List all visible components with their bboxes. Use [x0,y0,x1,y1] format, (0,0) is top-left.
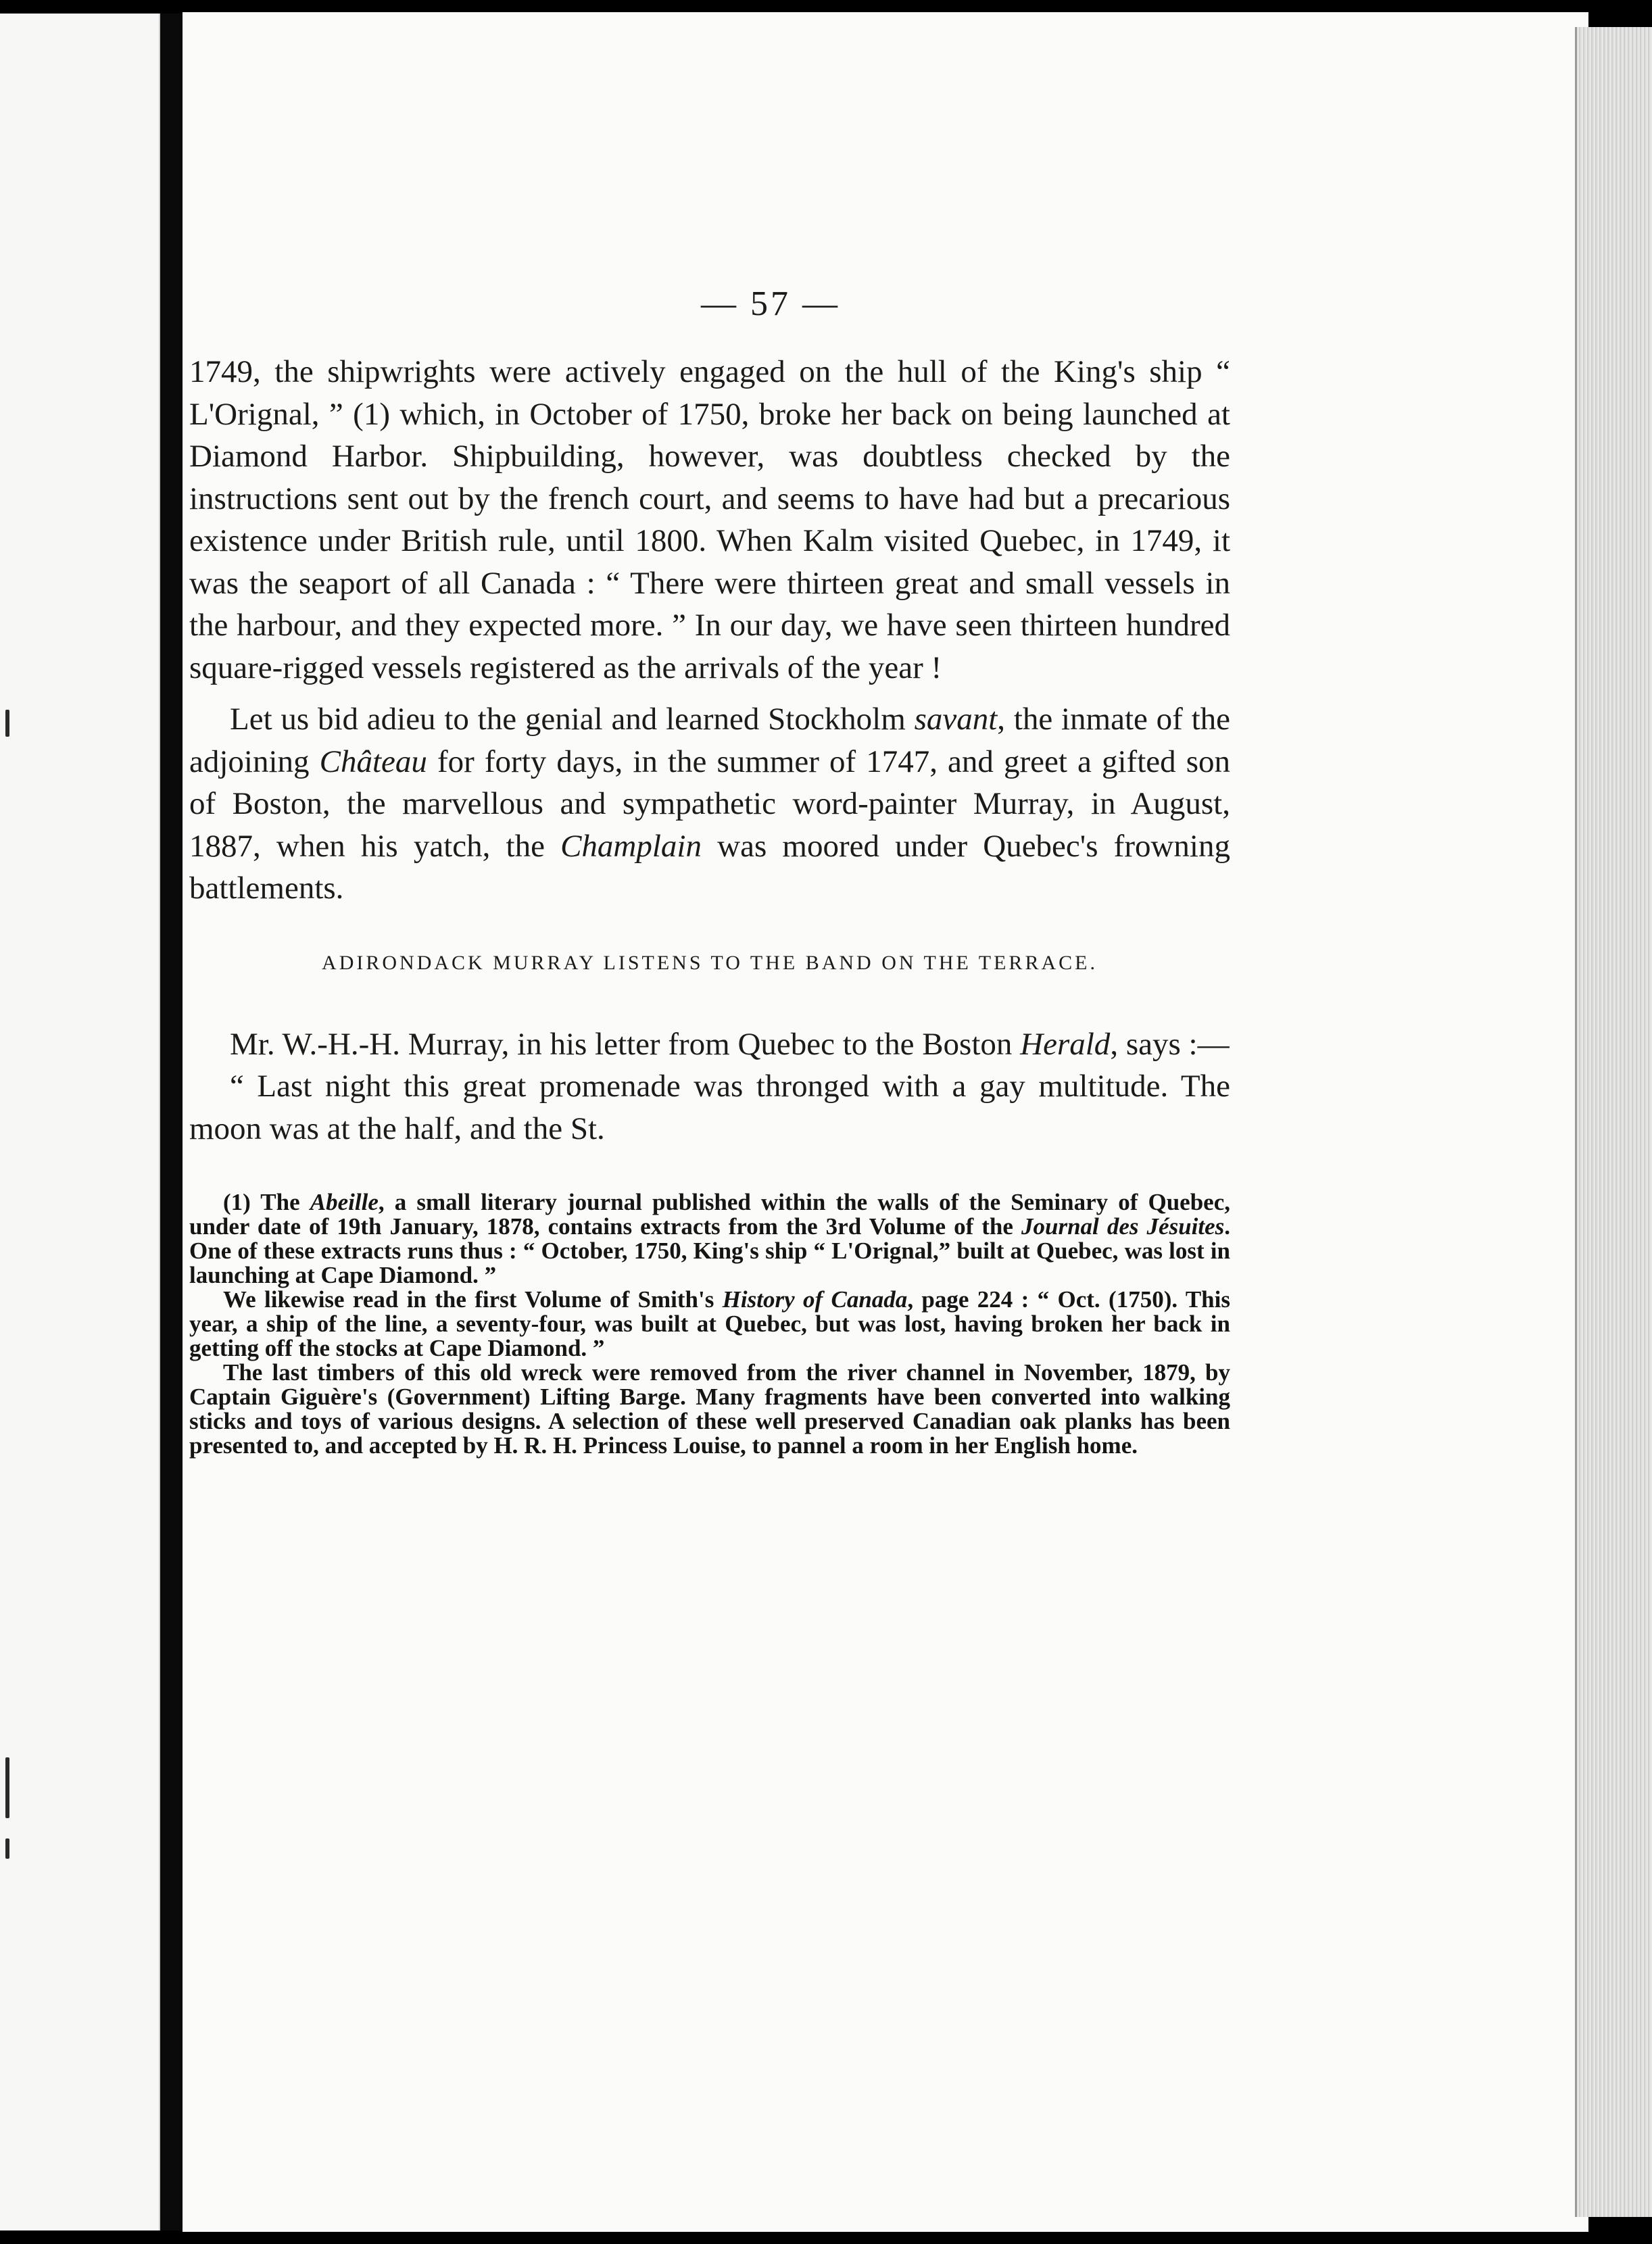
footnote: We likewise read in the first Volume of Smith's History of Canada, page 224 : “ Oct. (1750). This year, a ship of the line, a seventy-four, was built at Quebec, but was lost, having broken her back in getting off the stocks at Cape Diamond. ” [189,1286,1230,1361]
margin-mark [5,1757,9,1818]
book-gutter [160,14,182,2230]
page-number: — 57 — [701,285,840,323]
section-heading: ADIRONDACK MURRAY LISTENS TO THE BAND ON THE TERRACE. [322,951,1098,974]
paragraph: “ Last night this great promenade was thronged with a gay multitude. The moon was at the half, and the St. [189,1069,1230,1146]
page-content [189,284,1230,1458]
paragraph: 1749, the shipwrights were actively engaged on the hull of the King's ship “ L'Orignal, ” (1) which, in October of 1750, broke her back on being launched at Diamond Harbor. Shipbuilding, however, was doubtless checked by the instructions sent out by the french court, and seems to have had but a precarious existence under British rule, until 1800. When Kalm visited Quebec, in 1749, it was the seaport of all Canada : “ There were thirteen great and small vessels in the harbour, and they expected more. ” In our day, we have seen thirteen hundred square-rigged vessels registered as the arrivals of the year ! [189,354,1230,685]
facing-page-edge [0,14,160,2230]
page-stack-edge [1575,27,1652,2217]
footnote: (1) The Abeille, a small literary journal published within the walls of the Seminary of Quebec, under date of 19th January, 1878, contains extracts from the 3rd Volume of the Journal des Jésuites. One of these extracts runs thus : “ October, 1750, King's ship “ L'Orignal,” built at Quebec, was lost in launching at Cape Diamond. ” [189,1189,1231,1288]
body-text [189,351,1230,1150]
footnote: The last timbers of this old wreck were removed from the river channel in November, 1879, by Captain Giguère's (Government) Lifting Barge. Many fragments have been converted into walking sticks and toys of various designs. A selection of these well preserved Canadian oak planks has been presented to, and accepted by H. R. H. Princess Louise, to pannel a room in her English home. [189,1359,1230,1459]
footnotes [189,1190,1230,1458]
margin-mark [5,1838,9,1859]
margin-mark [5,710,9,737]
paragraph: Mr. W.-H.-H. Murray, in his letter from Quebec to the Boston Herald, says :— [230,1026,1230,1062]
paragraph: Let us bid adieu to the genial and learned Stockholm savant, the inmate of the adjoining Château for forty days, in the summer of 1747, and greet a gifted son of Boston, the marvellous and sympathetic word-painter Murray, in August, 1887, when his yatch, the Champlain was moored under Quebec's frowning battlements. [189,702,1230,906]
